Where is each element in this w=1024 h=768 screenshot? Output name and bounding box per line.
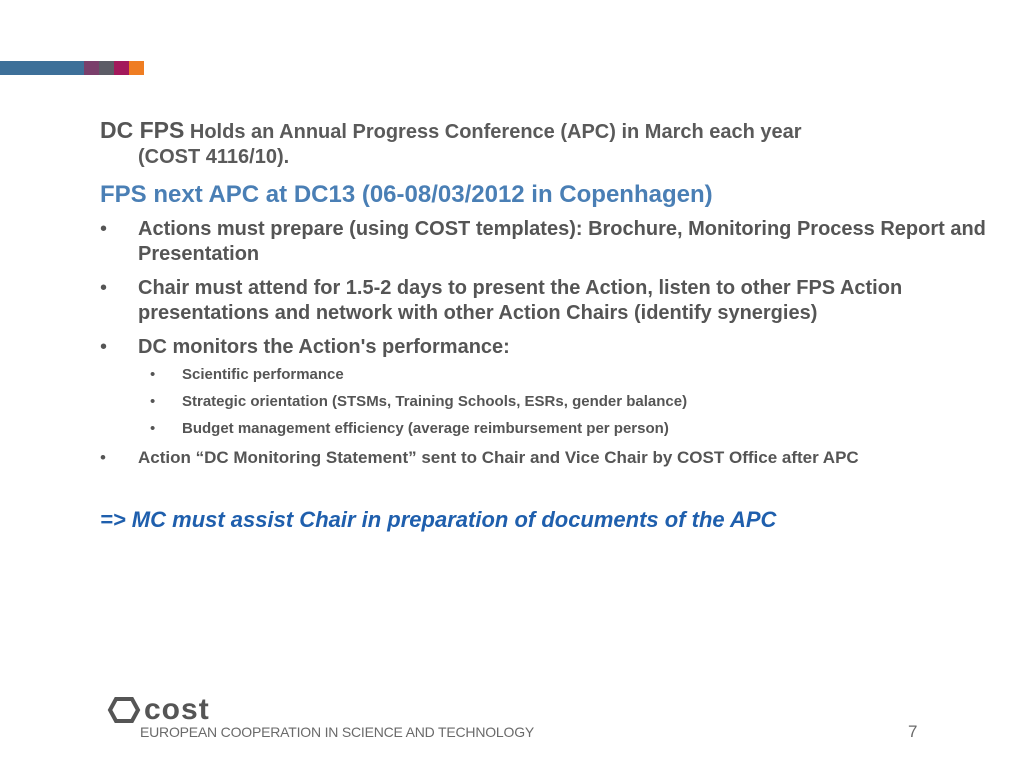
sub-list-item bbox=[138, 366, 1000, 384]
bullet-icon: • bbox=[100, 277, 108, 299]
bullet-list bbox=[100, 217, 1000, 469]
conclusion-text: => MC must assist Chair in preparation of documents of the APC bbox=[100, 507, 777, 532]
list-item-text: Action “DC Monitoring Statement” sent to Chair and Vice Chair by COST Office after APC bbox=[138, 448, 859, 467]
cost-logo-wordmark: cost bbox=[144, 695, 210, 725]
bullet-icon: • bbox=[150, 420, 156, 437]
bar-segment-gray bbox=[99, 61, 114, 75]
list-item-text: DC monitors the Action's performance: bbox=[138, 336, 510, 358]
sub-list-item-text: Scientific performance bbox=[182, 366, 344, 383]
apc-heading: FPS next APC at DC13 (06-08/03/2012 in Copenhagen) bbox=[100, 181, 713, 208]
list-item bbox=[100, 217, 1000, 267]
list-item bbox=[100, 447, 1000, 469]
header-color-bar bbox=[0, 61, 144, 75]
bullet-icon: • bbox=[100, 336, 108, 358]
bar-segment-blue bbox=[0, 61, 84, 75]
sub-list-item bbox=[138, 420, 1000, 438]
bullet-icon: • bbox=[150, 366, 156, 383]
bullet-icon: • bbox=[100, 218, 108, 240]
intro-lead: DC FPS bbox=[100, 117, 185, 143]
list-item bbox=[100, 335, 1000, 438]
intro-paragraph bbox=[100, 118, 1000, 170]
list-item bbox=[100, 276, 1000, 326]
footer-tagline: EUROPEAN COOPERATION IN SCIENCE AND TECHNOLOGY bbox=[140, 724, 535, 740]
list-item-text: Actions must prepare (using COST templates): Brochure, Monitoring Process Report and Presentation bbox=[138, 218, 986, 265]
sub-list-item-text: Budget management efficiency (average reimbursement per person) bbox=[182, 420, 669, 437]
bar-segment-orange bbox=[129, 61, 144, 75]
sub-list-item bbox=[138, 393, 1000, 411]
bar-segment-purple bbox=[84, 61, 99, 75]
intro-continuation: (COST 4116/10). bbox=[138, 146, 290, 168]
intro-text: Holds an Annual Progress Conference (APC) in March each year bbox=[184, 121, 802, 143]
bullet-icon: • bbox=[150, 393, 156, 410]
bullet-icon: • bbox=[100, 448, 106, 467]
page-number: 7 bbox=[908, 722, 918, 741]
sub-list-item-text: Strategic orientation (STSMs, Training Schools, ESRs, gender balance) bbox=[182, 393, 688, 410]
cost-logo-icon bbox=[106, 695, 246, 725]
slide-content bbox=[100, 118, 1000, 533]
list-item-text: Chair must attend for 1.5-2 days to present the Action, listen to other FPS Action presentations and network with other Action Chairs (identify synergies) bbox=[138, 277, 903, 324]
sub-bullet-list bbox=[138, 366, 1000, 438]
bar-segment-magenta bbox=[114, 61, 129, 75]
